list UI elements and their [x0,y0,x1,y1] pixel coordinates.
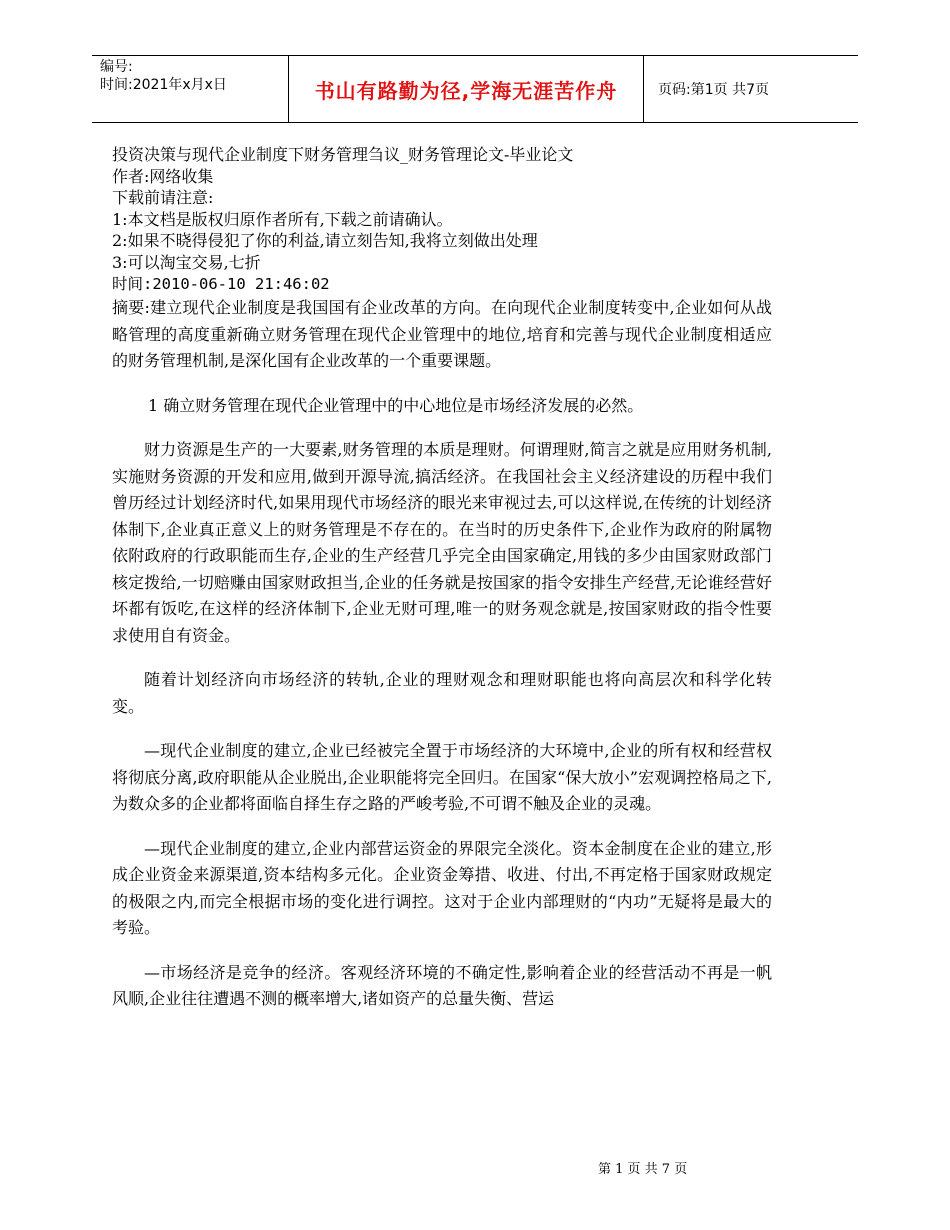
notice-item: 1:本文档是版权归原作者所有,下载之前请确认。 [112,209,453,229]
page-header [92,55,858,123]
body-paragraph: —市场经济是竞争的经济。客观经济环境的不确定性,影响着企业的经营活动不再是一帆风顺,企业往往遭遇不测的概率增大,诸如资产的总量失衡、营运 [112,962,772,1009]
body-paragraph: —现代企业制度的建立,企业内部营运资金的界限完全淡化。资本金制度在企业的建立,形成企业资金来源渠道,资本结构多元化。企业资金筹措、收进、付出,不再定格于国家财政规定的极限之内,而完全根据市场的变化进行调控。这对于企业内部理财的“内功”无疑将是最大的考验。 [112,838,772,938]
header-page-info: 页码:第1页 共7页 [658,82,769,98]
header-number-label: 编号: [100,59,133,75]
page-footer: 第 1 页 共 7 页 [598,1162,688,1177]
header-meta [100,58,290,94]
document-time: 时间:2010-06-10 21:46:02 [112,274,330,293]
document-body [112,144,772,1013]
header-time-label: 时间:2021年x月x日 [100,77,227,93]
notice-heading: 下载前请注意: [112,188,214,208]
notice-item: 2:如果不晓得侵犯了你的利益,请立刻告知,我将立刻做出处理 [112,231,538,251]
abstract-paragraph: 摘要:建立现代企业制度是我国国有企业改革的方向。在向现代企业制度转变中,企业如何从战略管理的高度重新确立财务管理在现代企业管理中的地位,培育和完善与现代企业制度相适应的财务管理机制,是深化国有企业改革的一个重要课题。 [112,298,772,371]
body-paragraph: 随着计划经济向市场经济的转轨,企业的理财观念和理财职能也将向高层次和科学化转变。 [112,670,772,716]
header-motto: 书山有路勤为径,学海无涯苦作舟 [288,56,644,122]
body-paragraph: —现代企业制度的建立,企业已经被完全置于市场经济的大环境中,企业的所有权和经营权将彻底分离,政府职能从企业脱出,企业职能将完全回归。在国家“保大放小”宏观调控格局之下,为数众多的企业都将面临自择生存之路的严峻考验,不可谓不触及企业的灵魂。 [112,741,772,814]
notice-item: 3:可以淘宝交易,七折 [112,252,261,272]
document-title: 投资决策与现代企业制度下财务管理刍议_财务管理论文-毕业论文 [112,145,574,164]
body-paragraph: 财力资源是生产的一大要素,财务管理的本质是理财。何谓理财,简言之就是应用财务机制,实施财务资源的开发和应用,做到开源导流,搞活经济。在我国社会主义经济建设的历程中我们曾历经过计划经济时代,如果用现代市场经济的眼光来审视过去,可以这样说,在传统的计划经济体制下,企业真正意义上的财务管理是不存在的。在当时的历史条件下,企业作为政府的附属物依附政府的行政职能而生存,企业的生产经营几乎完全由国家确定,用钱的多少由国家财政部门核定拨给,一切赔赚由国家财政担当,企业的任务就是按国家的指令安排生产经营,无论谁经营好坏都有饭吃,在这样的经济体制下,企业无财可理,唯一的财务观念就是,按国家财政的指令性要求使用自有资金。 [112,440,772,645]
section-heading: 1 确立财务管理在现代企业管理中的中心地位是市场经济发展的必然。 [148,395,644,415]
document-author: 作者:网络收集 [112,166,214,186]
